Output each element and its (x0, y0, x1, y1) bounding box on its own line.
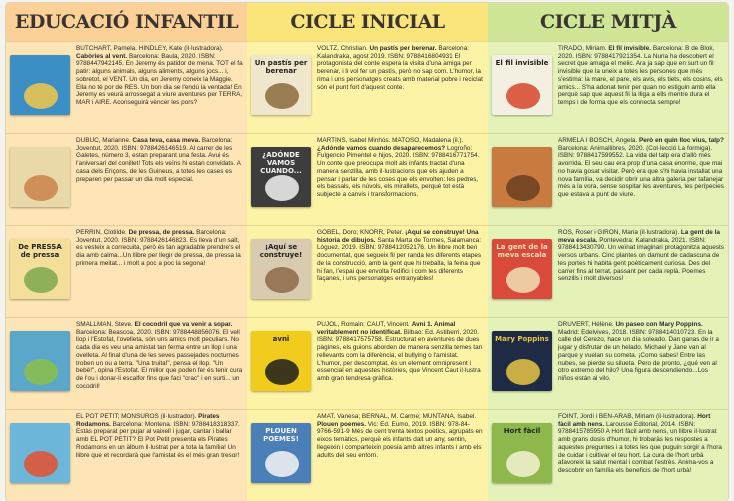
book-details: Barcelona: Baula, 2020. ISBN: 9788447942145. (76, 52, 216, 68)
cover-illustration-shape (24, 83, 58, 109)
cover-illustration-shape (24, 175, 58, 201)
book-summary: En Jeremy és patidor de mena. TOT el fa patir: alguns animals, alguns aliments, alguns jocs... i, sobretot, el VENT. Un dia, en Jeremy coneix la Maggie. Ella no té por de RES. Un bon dia se l'endú la ventada! En Jeremy es veurà arrossegat a viure aventures per TERRA, MAR i AIRE. Aconseguirà vèncer les pors? (76, 60, 243, 106)
book-cover-image (251, 331, 311, 391)
book-author: ROS, Roser i GIRÓN, Maria (il·lustradora). (558, 229, 680, 236)
cover-illustration-shape (506, 451, 540, 477)
book-title: De pressa, de pressa. (128, 229, 195, 236)
book-author: ARMELA I BOSCH, Àngela. (558, 137, 638, 144)
book-details: Bilbao: Ed. Astiberri, 2020. ISBN: 9788417575758. (317, 328, 479, 344)
column-educacio-infantil (6, 3, 247, 501)
book-details: Vic: Ed. Eumo, 2019. ISBN: 978-84-9766-591-9 (317, 420, 470, 436)
book-entry (6, 317, 247, 409)
book-details: Barcelona: Animallibres, 2020. (Col·lecció La formiga). ISBN: 9788417599552. (558, 144, 713, 160)
book-details: Barcelona: Beascoa, 2020. ISBN: 9788448856076. (76, 328, 221, 336)
book-cover-image (251, 55, 311, 115)
book-summary: Estàs preparat per pujar al vaixell i jugar, cantar i ballar amb EL POT PETIT? El Pot Petit presenta els Pirates Rodamons en un àlbum il·lustrat per a tota la família! Un llibre que et recordarà que l'amistat és el més gran tresor! (76, 428, 240, 459)
cover-illustration-shape (265, 83, 299, 109)
book-description (76, 229, 243, 314)
book-author: PERRIN, Clotilde. (76, 229, 127, 236)
book-summary: El protagonista del conte espera la visita d'una amiga per berenar, i li vol fer un pastís, però no sap com. L'humor, la rima i uns personatges creats amb material pobre i reciclat són el punt fort d'aquest conte. (317, 52, 483, 91)
book-summary: El vell llop i l'Estofat, l'ovelleta, són uns amics molt peculiars. No cada dia es veu una amistat tan ferma entre un llop i una ovelleta. Al final d'una de les seves passejades nocturnes troben un ou a terra. "Una truita!", pensa el llop. "Un bebè!", opina l'Estofat. El millor que poden fer és tenir cura de l'ou i donar-li escalfor fins que faci "crac" i en surti... un cocodril! (76, 328, 243, 390)
cover-title-text: ¡Aquí se construye! (259, 243, 303, 259)
book-entry (6, 41, 247, 133)
book-details: Barcelona: Joventut, 2020. ISBN: 9788426146519. (76, 137, 233, 152)
cover-illustration-shape (265, 175, 299, 201)
book-summary: La vida del talp era d'allò més avorrida. El seu cau era prop d'una casa enorme, que mai no havia gosat visitar. Però era que s'hi havia installat una nova família, va decidir obrir una altra galeria per tafanejar més a la vora, sense sospitar les aventures, les perípecies que estava a punt de viure. (558, 152, 724, 198)
book-details: Pontevedra: Kalandraka, 2021. ISBN: 9788413430790. (558, 236, 706, 252)
book-summary: Més de cent trenta textos poètics, agrupats en eixos temàtics, perquè els infants dalt un any, sentin, llegeixin i comparteixin poesia amb altres infants i amb els adults del seu entorn. (317, 428, 483, 459)
book-title: El cocodril que va venir a sopar. (134, 321, 233, 328)
book-entry (488, 409, 728, 501)
book-author: FOINT, Jordi i BEN-ARAB, Miriam (il·lustradora). (558, 413, 696, 420)
book-entry (488, 41, 728, 133)
book-author: TIRADO, Miriam. (558, 45, 607, 52)
book-description (76, 137, 243, 222)
book-summary: La Nuria ha descobert el secret que amaga el melic. Ara ja sap que en surt un fil invisible que la uneix a totes les persones que més s'estima: la mare, el pare, els avis, els tiets, els cosins, els amics... S'ha adonat tenir per quan no estiguin amb ella perquè sap que aquest fil la lliga a ells mentre dura el temps i de forma que els connecta sempre! (558, 52, 723, 106)
book-cover-image (492, 55, 552, 115)
book-title: Un paseo con Mary Poppins. (615, 321, 703, 328)
book-title: Casa teva, casa meva. (132, 137, 200, 144)
book-title: Hort fàcil amb nens. (558, 413, 711, 428)
book-summary: Estructurat en aventures de dues pàgines, els guions aborden de manera senzilla temes tan rellevants com la diferència, el bullying o l'amistat. L'humor, per descomptat, és un element omnipresent i essencial en aquestes històries, que Vincent Caut il·lustra amb gran tendresa gràfica. (317, 336, 483, 382)
book-entry (488, 225, 728, 317)
cover-illustration-shape (506, 175, 540, 201)
column-heading: CICLE MITJÀ (488, 3, 728, 41)
book-description (558, 413, 724, 498)
cover-illustration-shape (24, 359, 58, 385)
book-details: Santa Marta de Tormes, Salamanca: Lóguez, 2019. ISBN: 9788412052176. (317, 236, 481, 252)
book-entry (6, 133, 247, 225)
book-summary: Al carrer de les Galetes, número 3, estan preparant una festa. Avui és l'aniversari del conillet! Tots els veïns hi estan convidats. A casa dels Eriçons, de les Guineus, a totes les cases es preparen per passar un dia molt especial. (76, 144, 241, 183)
book-details: Larousse Editorial, 2014. ISBN: 9788415785950 (558, 420, 696, 436)
book-description (76, 413, 243, 498)
book-title: La gent de la meva escala. (558, 229, 720, 244)
book-description (317, 137, 484, 222)
book-summary: Es lleva d'un salt, es vesteix a correcuita, però és tan agradable prendre's el dia amb calma...Un llibre per llegir de pressa, de pressa la primera meitat... i molt a poc a poc la segona! (76, 236, 241, 267)
book-description (76, 45, 243, 130)
cover-illustration-shape (265, 267, 299, 293)
book-title: Cabòries al vent. (76, 52, 128, 60)
book-description (558, 45, 724, 130)
book-cover-image (492, 147, 552, 207)
book-description (317, 45, 484, 130)
book-title: El fil invisible. (608, 45, 652, 52)
book-details: Madrid: Edelvives, 2018. ISBN: 9788414010723. (558, 328, 697, 336)
book-recommendation-page (6, 3, 728, 501)
book-entry (6, 225, 247, 317)
cover-title-text: Mary Poppins (495, 335, 549, 343)
cover-illustration-shape (506, 267, 540, 293)
book-cover-image (251, 423, 311, 483)
book-entry (488, 133, 728, 225)
book-entry (247, 225, 488, 317)
book-cover-image (492, 239, 552, 299)
book-author: SMALLMAN, Steve. (76, 321, 133, 328)
book-title: Un pastís per berenar. (369, 45, 437, 52)
book-title: Pirates Rodamons. (76, 413, 220, 428)
book-author: PUJOL, Romain; CAUT, Vincent. (317, 321, 410, 328)
cover-illustration-shape (265, 451, 299, 477)
book-summary: Un conte que preocupa molt als infants tractat d'una manera senzilla, amb il·lustracions que els ajuden a pensar i parlar de les coses que els envolten: les pedres, els bassals, els núvols, els mirallets, perquè tot està subjecte a canvis i transformacions. (317, 160, 479, 198)
book-entry (247, 317, 488, 409)
cover-illustration-shape (24, 267, 58, 293)
book-author: DUBUC, Marianne. (76, 137, 131, 144)
book-summary: En la calle del Cerezo, hace un día soleado. Dan ganas de ir a jugar y disfrutar de un helado. Michael y Jane van al parque y vuelan su cometa. ¡Como sabes! Entre las nubes, se pierde su silueta. Pero de pronto, ¿qué ven al otro extremo del hilo? Una figura descendiendo...Los niños están al vilo. (558, 328, 719, 382)
cover-title-text: De PRESSA de pressa (18, 243, 62, 259)
book-author: BUTCHART, Pamela. HINDLEY, Kate (il·lustradora). (76, 45, 224, 52)
column-cicle-mitja (488, 3, 728, 501)
column-cicle-inicial (247, 3, 488, 501)
book-description (558, 137, 724, 222)
book-entry (247, 409, 488, 501)
cover-illustration-shape (506, 359, 540, 385)
column-heading: CICLE INICIAL (247, 3, 488, 41)
book-summary: Un veïnat imaginari protagonitza aquests versos urbans. Cinc plantes on damunt de cadascuna de les portes hi habita gent poèticament curiosa. Des del carrer fins al terrat, passant per cada replà. Poemes senzills i molt diversos! (558, 244, 724, 283)
book-cover-image (492, 331, 552, 391)
book-details: Logroño: Fulgencio Pimentel e hijos, 2020. ISBN: 9788416771754. (317, 144, 480, 160)
book-summary: A Hort fàcil amb nens, un llibre il·lustrat amb grans dosis d'humor, hi trobaràs les respostes a aquestes preguntes i a totes les que puguin sorgir a l'hora de cuidar i cultivar el teu hort. La cura de l'hort urbà afavoreix la salut mental i combat l'estrès. Anima-vos a descobrir en família els beneficis de l'hort urbà! (558, 428, 722, 474)
book-cover-image (10, 423, 70, 483)
book-author: GÖBEL, Doro; KNORR, Peter. (317, 229, 404, 236)
book-summary: Un llibre molt ben documentat, que segueix fil per randa les diferents etapes de la construcció, amb la gent que hi treballa, la feina que hi fan, l'espai que envolta l'edifici i com les diferents façanes, i uns personatges entranyables! (317, 244, 482, 283)
cover-illustration-shape (24, 451, 58, 477)
book-author: MARTINS, Isabel Minhós. MATOSO, Madalena (il.). (317, 137, 464, 144)
book-description (76, 321, 243, 406)
book-author: VOLTZ, Christian. (317, 45, 368, 52)
cover-title-text: La gent de la meva escala (496, 243, 548, 259)
book-entry (247, 41, 488, 133)
cover-title-text: El fil invisible (495, 59, 549, 67)
book-author: AMAT, Vanesa; BERNAL, M. Carme; MUNTAÑA, Isabel. (317, 413, 477, 420)
book-details: Barcelona: Kalandraka, agost 2019. ISBN: 9788416804931 (317, 45, 469, 60)
book-details: Barcelona: Joventut, 2020. ISBN: 9788426146823. (76, 229, 227, 244)
cover-illustration-shape (265, 359, 299, 385)
cover-title-text: ¿ADÓNDE VAMOS CUANDO... (260, 151, 302, 175)
book-cover-image (492, 423, 552, 483)
book-entry (488, 317, 728, 409)
book-title: ¡Aquí se construye! Una historia de dibujos. (317, 229, 479, 244)
book-description (558, 229, 724, 314)
book-title: Avni 1. Animal veritablement no identificat. (317, 321, 456, 336)
book-title: Plouen poemes. (317, 420, 367, 428)
book-author: DRUVERT, Hélène. (558, 321, 614, 328)
book-cover-image (251, 147, 311, 207)
cover-illustration-shape (506, 83, 540, 109)
book-cover-image (10, 147, 70, 207)
book-cover-image (251, 239, 311, 299)
book-description (558, 321, 724, 406)
book-details: Barcelona: Montena. ISBN: 9788418318337. (112, 420, 240, 428)
cover-title-text: Hort fàcil (503, 427, 541, 435)
book-entry (247, 133, 488, 225)
book-cover-image (10, 55, 70, 115)
book-description (317, 321, 484, 406)
cover-title-text: avni (272, 335, 290, 343)
book-cover-image (10, 239, 70, 299)
cover-title-text: Un pastís per berenar (254, 59, 308, 75)
book-description (317, 413, 484, 498)
book-cover-image (10, 331, 70, 391)
book-details: Barcelona: B de Blok, 2020. ISBN: 9788417921354. (558, 45, 715, 60)
cover-title-text: PLOUEN POEMES! (263, 427, 299, 443)
book-description (317, 229, 484, 314)
book-title: ¿Adónde vamos cuando desaparecemos? (317, 144, 446, 152)
book-entry (6, 409, 247, 501)
column-heading: EDUCACIÓ INFANTIL (6, 3, 247, 41)
book-author: EL POT PETIT; MONSUROS (il·lustrador). (76, 413, 197, 420)
book-title: Però en quin lloc vius, talp? (639, 137, 724, 144)
